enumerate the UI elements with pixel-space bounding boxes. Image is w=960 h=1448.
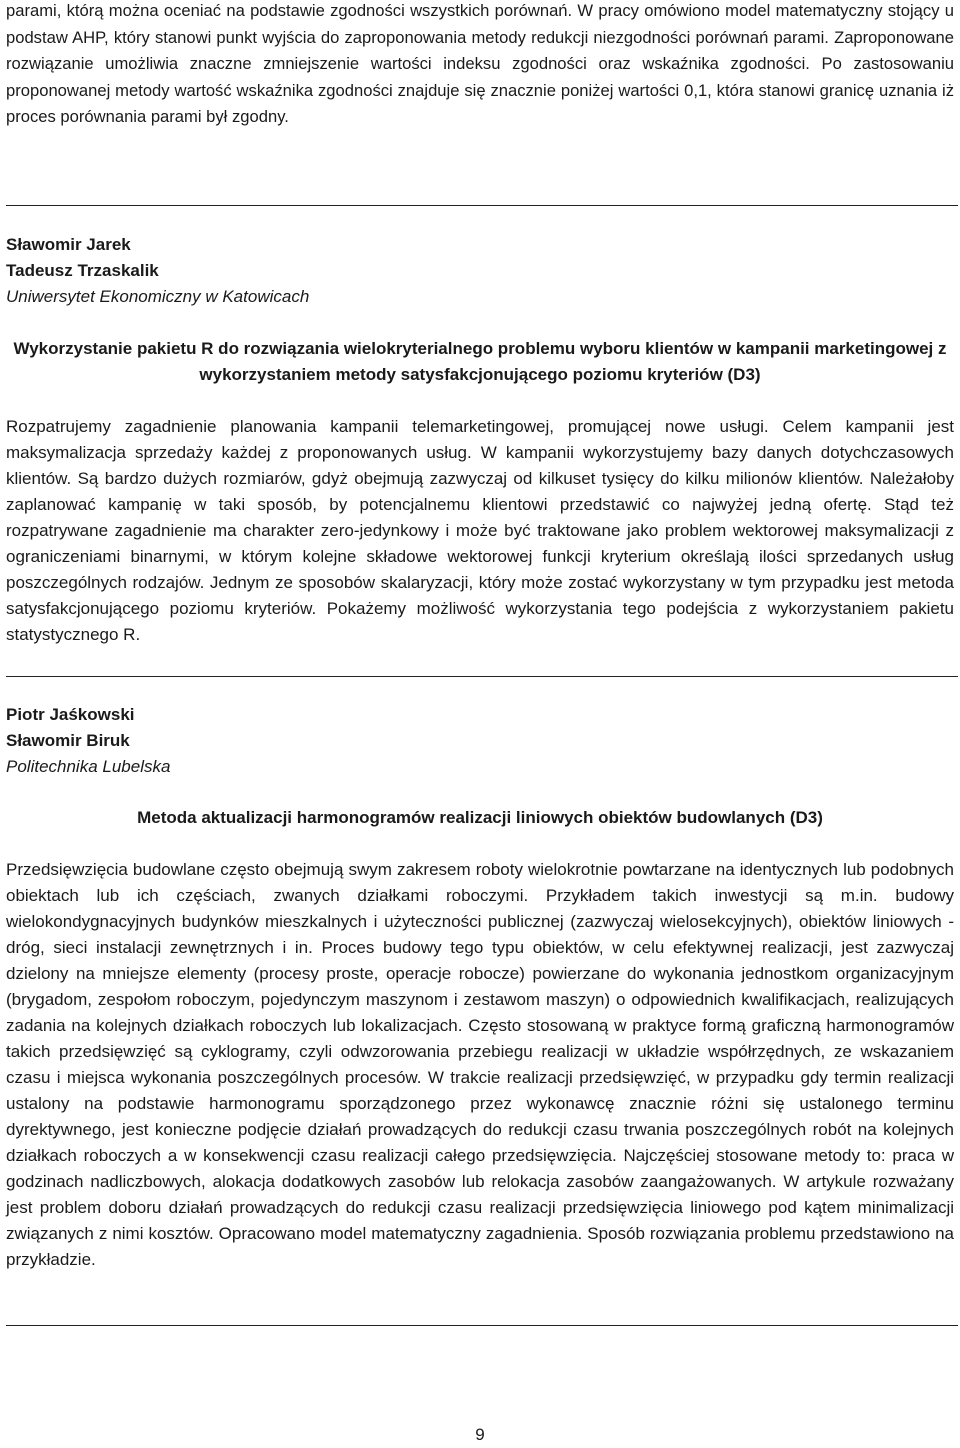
intro-paragraph: parami, którą można oceniać na podstawie zgodności wszystkich porównań. W pracy omówiono model matematyczny stojący u podstaw AHP, który stanowi punkt wyjścia do zaproponowania metody redukcji niezgodności porównań parami. Zaproponowane rozwiązanie umożliwia znaczne zmniejszenie wartości indeksu zgodności oraz wskaźnika zgodności. Po zastosowaniu proponowanej metody wartość wskaźnika zgodności znajduje się znacznie poniżej wartości 0,1, która stanowi granicę uznania iż proces porównania parami był zgodny. [6, 1, 954, 127]
article1-author-2: Tadeusz Trzaskalik [6, 261, 159, 280]
article1-title: Wykorzystanie pakietu R do rozwiązania wielokryterialnego problemu wyboru klientów w kampanii marketingowej z wykorzystaniem metody satysfakcjonującego poziomu kryteriów (D3) [13, 339, 947, 384]
article1-abstract: Rozpatrujemy zagadnienie planowania kampanii telemarketingowej, promującej nowe usługi. Celem kampanii jest maksymalizacja sprzedaży każdej z proponowanych usług. W kampanii wykorzystujemy bazy danych dotychczasowych klientów. Są bardzo dużych rozmiarów, gdyż obejmują zazwyczaj od kilkuset tysięcy do kilku milionów klientów. Należałoby zaplanować kampanię w taki sposób, by potencjalnemu klientowi przedstawić co najwyżej jedną ofertę. Stąd też rozpatrywane zagadnienie ma charakter zero-jedynkowy i może być traktowane jako problem wektorowej maksymalizacji z ograniczeniami binarnymi, w którym kolejne składowe wektorowej funkcji kryterium określają ilości sprzedanych usług poszczególnych rodzajów. Jednym ze sposobów skalaryzacji, który może zostać wykorzystany w tym przypadku jest metoda satysfakcjonującego poziomu kryteriów. Pokażemy możliwość wykorzystania tego podejścia z wykorzystaniem pakietu statystycznego R. [6, 417, 954, 644]
article1-author-1: Sławomir Jarek [6, 235, 131, 254]
article2-author-2: Sławomir Biruk [6, 731, 130, 750]
section-divider [6, 676, 958, 677]
page-number: 9 [475, 1425, 485, 1444]
section-divider [6, 205, 958, 206]
section-divider [6, 1325, 958, 1326]
article2-title: Metoda aktualizacji harmonogramów realizacji liniowych obiektów budowlanych (D3) [137, 808, 823, 827]
article2-abstract: Przedsięwzięcia budowlane często obejmują swym zakresem roboty wielokrotnie powtarzane na identycznych lub podobnych obiektach lub ich częściach, zwanych działkami roboczymi. Przykładem takich inwestycji są m.in. budowy wielokondygnacyjnych budynków mieszkalnych i użyteczności publicznej (zazwyczaj wielosekcyjnych), obiektów liniowych - dróg, sieci instalacji zewnętrznych i in. Proces budowy tego typu obiektów, w celu efektywnej realizacji, jest zazwyczaj dzielony na mniejsze elementy (procesy proste, operacje robocze) powierzane do wykonania jednostkom organizacyjnym (brygadom, zespołom roboczym, pojedynczym maszynom i zestawom maszyn) o odpowiednich kwalifikacjach, realizujących zadania na kolejnych działkach roboczych lub lokalizacjach. Często stosowaną w praktyce formą graficzną harmonogramów takich przedsięwzięć są cyklogramy, czyli odwzorowania przebiegu realizacji w układzie współrzędnych, ze wskazaniem czasu i miejsca wykonania poszczególnych procesów. W trakcie realizacji przedsięwzięć, w przypadku gdy termin realizacji ustalony na podstawie harmonogramu sporządzonego przez wykonawcę znacznie różni się ustalonego terminu dyrektywnego, jest konieczne podjęcie działań prowadzących do redukcji czasu trwania poszczególnych robót na kolejnych działkach roboczych a w konsekwencji czasu realizacji całego przedsięwzięcia. Najczęściej stosowane metody to: praca w godzinach nadliczbowych, alokacja dodatkowych zasobów lub relokacja zasobów zaangażowanych. W artykule rozważany jest problem doboru działań prowadzących do redukcji czasu realizacji przedsięwzięcia liniowego pod kątem minimalizacji związanych z nimi kosztów. Opracowano model matematyczny zagadnienia. Sposób rozwiązania problemu przedstawiono na przykładzie. [6, 860, 954, 1269]
article2-author-1: Piotr Jaśkowski [6, 705, 135, 724]
article2-affiliation: Politechnika Lubelska [6, 757, 171, 776]
article1-affiliation: Uniwersytet Ekonomiczny w Katowicach [6, 287, 310, 306]
